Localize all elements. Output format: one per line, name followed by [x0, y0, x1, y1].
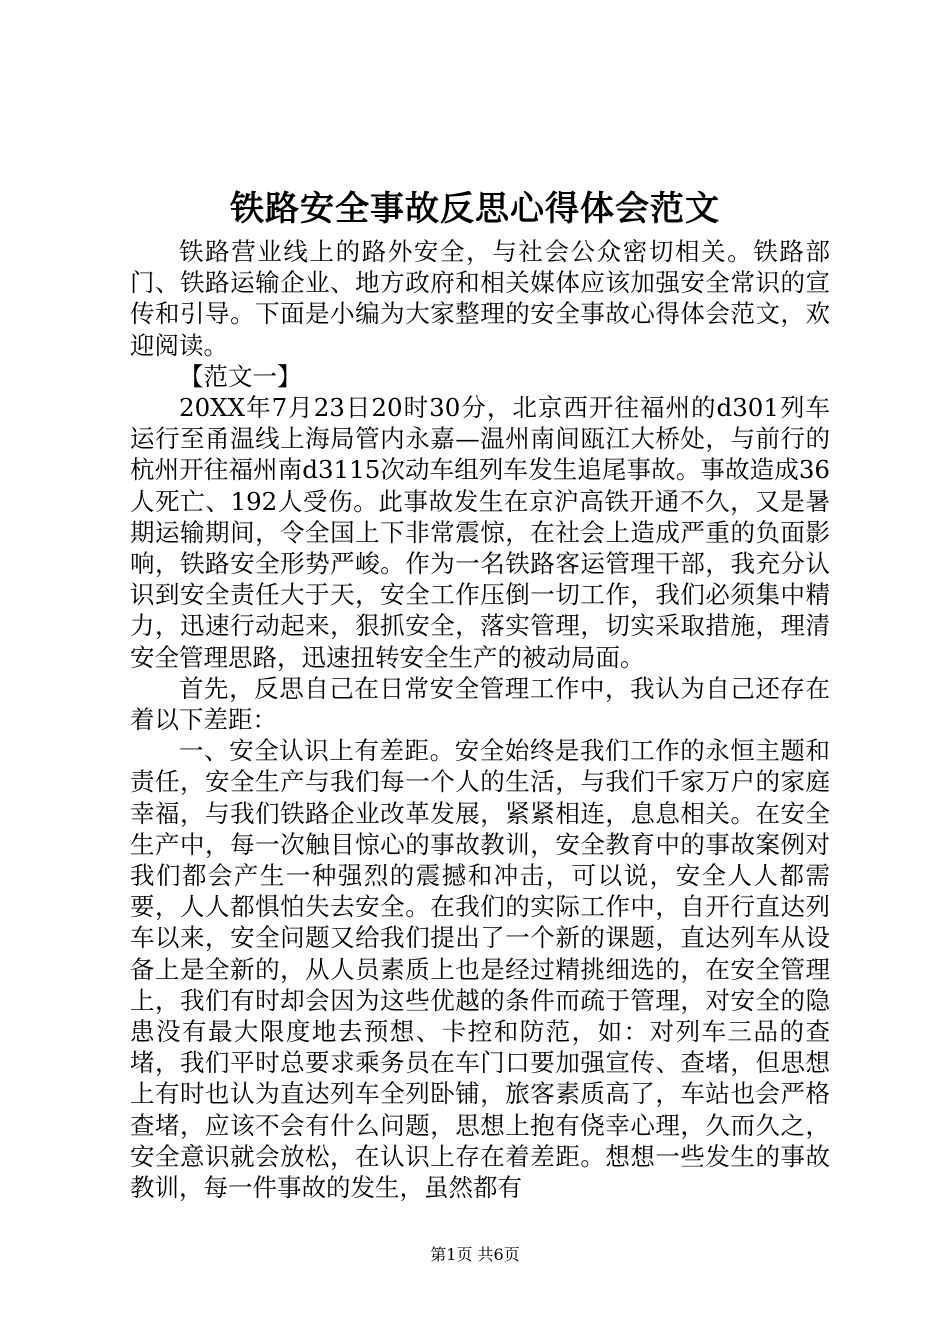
intro-paragraph: 铁路营业线上的路外安全，与社会公众密切相关。铁路部门、铁路运输企业、地方政府和相关媒体应该加强安全常识的宣传和引导。下面是小编为大家整理的安全事故心得体会范文，欢迎阅读。 [130, 237, 830, 360]
body-paragraph: 20XX年7月23日20时30分，北京西开往福州的d301列车运行至甬温线上海局管内永嘉—温州南间瓯江大桥处，与前行的杭州开往福州南d3115次动车组列车发生追尾事故。事故造成36人死亡、192人受伤。此事故发生在京沪高铁开通不久，又是暑期运输期间，令全国上下非常震惊，在社会上造成严重的负面影响，铁路安全形势严峻。作为一名铁路客运管理干部，我充分认识到安全责任大于天，安全工作压倒一切工作，我们必须集中精力，迅速行动起来，狠抓安全，落实管理，切实采取措施，理清安全管理思路，迅速扭转安全生产的被动局面。 [130, 393, 830, 672]
section-heading: 【范文一】 [179, 361, 302, 391]
document-body [130, 236, 830, 1203]
document-title: 铁路安全事故反思心得体会范文 [230, 189, 720, 229]
body-paragraph: 一、安全认识上有差距。安全始终是我们工作的永恒主题和责任，安全生产与我们每一个人的生活，与我们千家万户的家庭幸福，与我们铁路企业改革发展，紧紧相连，息息相关。在安全生产中，每一次触目惊心的事故教训，安全教育中的事故案例对我们都会产生一种强烈的震撼和冲击，可以说，安全人人都需要，人人都惧怕失去安全。在我们的实际工作中，自开行直达列车以来，安全问题又给我们提出了一个新的课题，直达列车从设备上是全新的，从人员素质上也是经过精挑细选的，在安全管理上，我们有时却会因为这些优越的条件而疏于管理，对安全的隐患没有最大限度地去预想、卡控和防范，如：对列车三品的查堵，我们平时总要求乘务员在车门口要加强宣传、查堵，但思想上有时也认为直达列车全列卧铺，旅客素质高了，车站也会严格查堵，应该不会有什么问题，思想上抱有侥幸心理，久而久之，安全意识就会放松，在认识上存在着差距。想想一些发生的事故教训，每一件事故的发生，虽然都有 [130, 736, 830, 1203]
body-paragraph: 首先，反思自己在日常安全管理工作中，我认为自己还存在着以下差距： [130, 673, 830, 735]
page-footer: 第1页 共6页 [430, 1245, 520, 1264]
